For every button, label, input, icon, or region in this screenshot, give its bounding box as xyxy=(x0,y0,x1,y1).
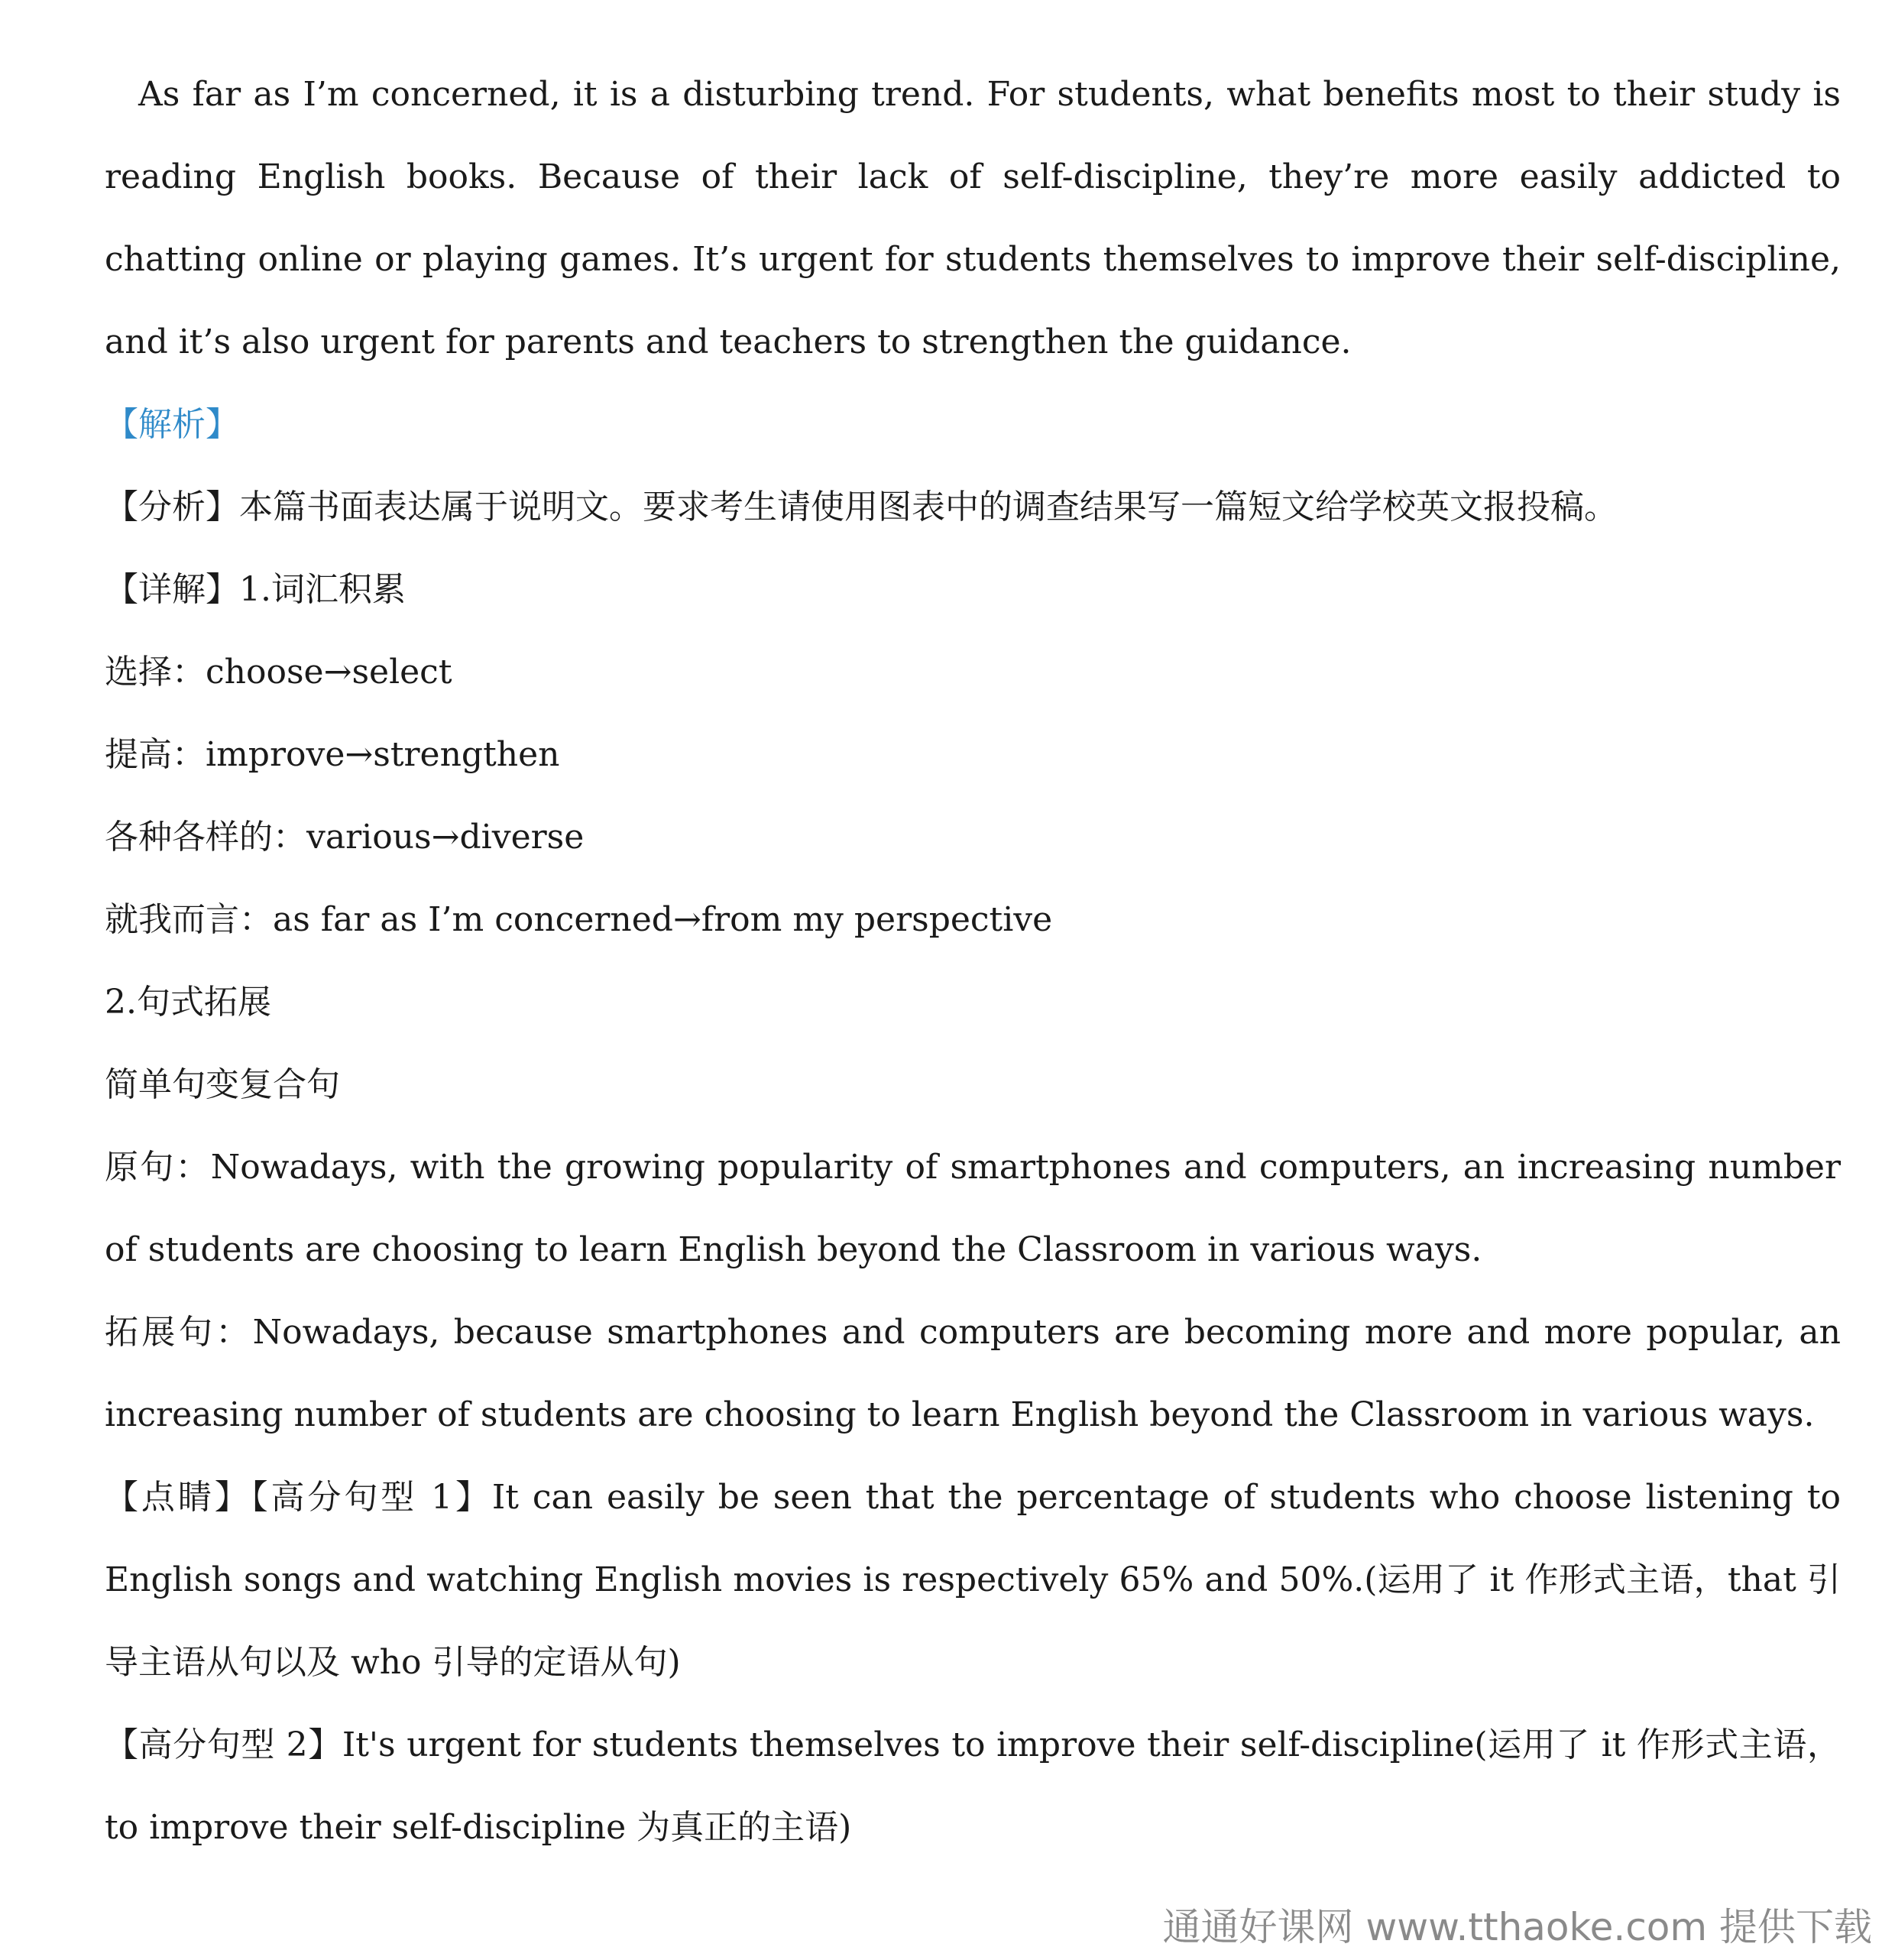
document-body xyxy=(105,53,1841,1869)
vocab-item-strengthen: 提高：improve→strengthen xyxy=(105,735,560,774)
analysis-summary: 【分析】本篇书面表达属于说明文。要求考生请使用图表中的调查结果写一篇短文给学校英文报投稿。 xyxy=(105,488,1618,526)
vocab-item-perspective: 就我而言：as far as I’m concerned→from my perspective xyxy=(105,900,1053,939)
highlight-sentence-2: 【高分句型 2】It's urgent for students themselves to improve their self-discipline(运用了 it 作形式主语，to improve their self-discipline 为真正的主语) xyxy=(105,1725,1841,1847)
detail-vocab-heading: 【详解】1.词汇积累 xyxy=(105,570,406,609)
expanded-sentence: 拓展句：Nowadays, because smartphones and computers are becoming more and more popular, an increasing number of students are choosing to learn English beyond the Classroom in various ways. xyxy=(105,1313,1841,1434)
analysis-heading: 【解析】 xyxy=(105,405,239,444)
sentence-expansion-heading: 2.句式拓展 xyxy=(105,983,271,1022)
vocab-item-diverse: 各种各样的：various→diverse xyxy=(105,818,585,857)
original-sentence: 原句：Nowadays, with the growing popularity of smartphones and computers, an increasing number of students are choosing to learn English beyond the Classroom in various ways. xyxy=(105,1148,1841,1269)
sentence-expansion-subheading: 简单句变复合句 xyxy=(105,1065,340,1104)
highlight-sentence-1: 【点睛】【高分句型 1】It can easily be seen that the percentage of students who choose listening to English songs and watching English movies is respectively 65% and 50%.(运用了 it 作形式主语，that 引导主语从句以及 who 引导的定语从句) xyxy=(105,1478,1841,1682)
essay-conclusion-paragraph: As far as I’m concerned, it is a disturbing trend. For students, what benefits most to their study is reading English books. Because of their lack of self-discipline, they’re more easily addicted to chatting online or playing games. It’s urgent for students themselves to improve their self-discipline, and it’s also urgent for parents and teachers to strengthen the guidance. xyxy=(105,75,1841,361)
download-watermark: 通通好课网 www.tthaoke.com 提供下载 xyxy=(1162,1905,1872,1949)
vocab-item-select: 选择：choose→select xyxy=(105,653,452,692)
